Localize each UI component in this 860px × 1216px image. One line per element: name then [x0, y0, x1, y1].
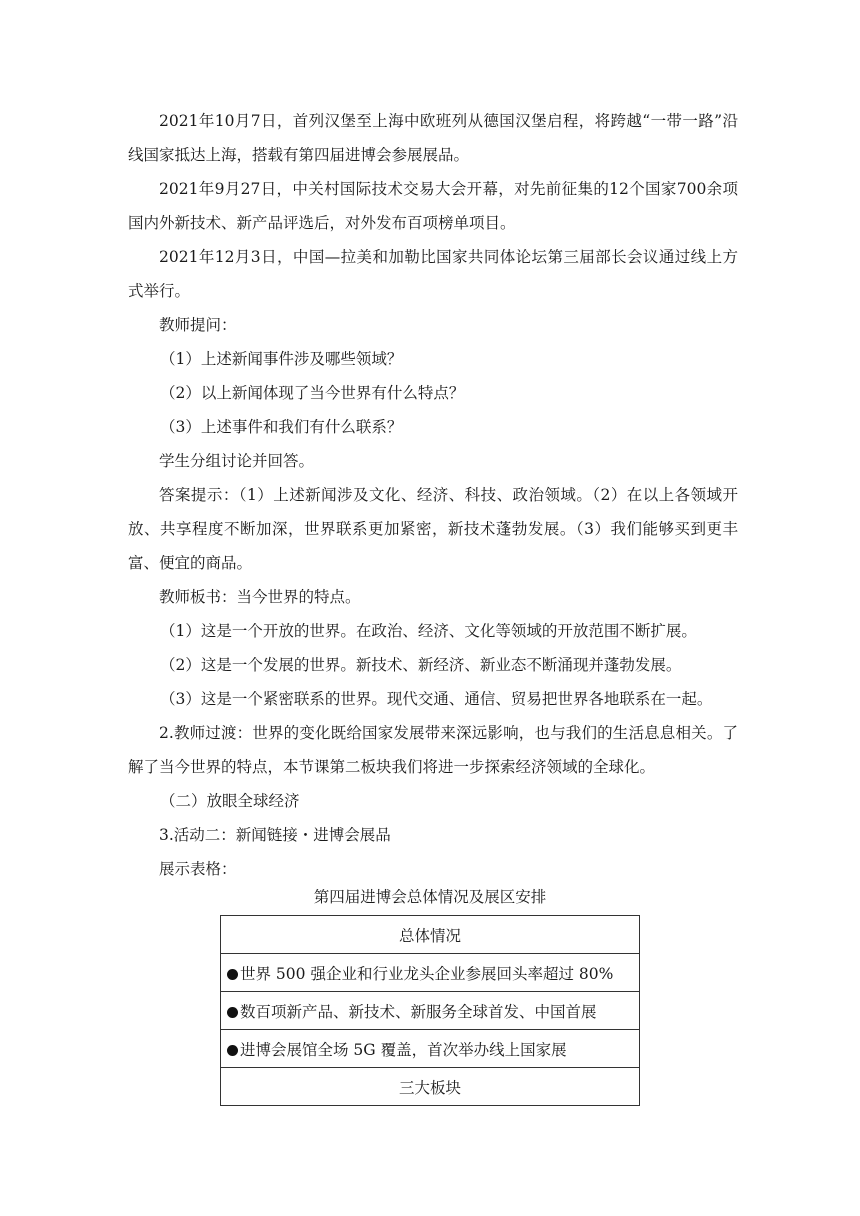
board-heading: 教师板书：当今世界的特点。 [159, 588, 361, 606]
table-cell [221, 954, 640, 992]
table-row [221, 954, 640, 992]
student-discussion: 学生分组讨论并回答。 [159, 452, 315, 470]
teacher-transition: 2.教师过渡：世界的变化既给国家发展带来深远影响，也与我们的生活息息相关。了解了当今世界的特点，本节课第二板块我们将进一步探索经济领域的全球化。 [128, 724, 738, 776]
expo-info-table [220, 915, 640, 1106]
table-cell-text: 世界 500 强企业和行业龙头企业参展回头率超过 80% [240, 964, 614, 983]
table-header-overview: 总体情况 [221, 916, 640, 954]
teacher-question-label: 教师提问： [159, 316, 237, 334]
table-cell [221, 992, 640, 1030]
question-1: （1）上述新闻事件涉及哪些领域？ [160, 350, 403, 368]
activity-2-heading: 3.活动二：新闻链接・进博会展品 [159, 826, 391, 844]
bullet-icon [227, 1045, 238, 1056]
paragraph-china-celac-forum: 2021年12月3日，中国—拉美和加勒比国家共同体论坛第三届部长会议通过线上方式举行。 [128, 248, 738, 300]
board-point-3: （3）这是一个紧密联系的世界。现代交通、通信、贸易把世界各地联系在一起。 [160, 690, 713, 708]
board-point-2: （2）这是一个发展的世界。新技术、新经济、新业态不断涌现并蓬勃发展。 [160, 656, 682, 674]
show-table-label: 展示表格： [159, 860, 237, 878]
answer-hint: 答案提示：（1）上述新闻涉及文化、经济、科技、政治领域。（2）在以上各领域开放、共享程度不断加深，世界联系更加紧密，新技术蓬勃发展。（3）我们能够买到更丰富、便宜的商品。 [128, 486, 738, 572]
table-row [221, 1030, 640, 1068]
board-point-1: （1）这是一个开放的世界。在政治、经济、文化等领域的开放范围不断扩展。 [160, 622, 697, 640]
question-2: （2）以上新闻体现了当今世界有什么特点？ [160, 384, 465, 402]
table-cell-text: 进博会展馆全场 5G 覆盖，首次举办线上国家展 [240, 1040, 567, 1059]
table-row [221, 916, 640, 954]
section-heading-global-economy: （二）放眼全球经济 [160, 792, 300, 810]
question-3: （3）上述事件和我们有什么联系？ [160, 418, 403, 436]
bullet-icon [227, 1007, 238, 1018]
table-row [221, 992, 640, 1030]
paragraph-hamburg-train: 2021年10月7日，首列汉堡至上海中欧班列从德国汉堡启程，将跨越“一带一路”沿线国家抵达上海，搭载有第四届进博会参展展品。 [128, 112, 738, 164]
table-header-three-sections: 三大板块 [221, 1068, 640, 1106]
table-cell [221, 1030, 640, 1068]
table-cell-text: 数百项新产品、新技术、新服务全球首发、中国首展 [240, 1002, 597, 1021]
paragraph-zhongguancun-conference: 2021年9月27日，中关村国际技术交易大会开幕，对先前征集的12个国家700余项国内外新技术、新产品评选后，对外发布百项榜单项目。 [128, 180, 738, 232]
table-row [221, 1068, 640, 1106]
bullet-icon [227, 969, 238, 980]
table-caption: 第四届进博会总体情况及展区安排 [313, 888, 547, 906]
